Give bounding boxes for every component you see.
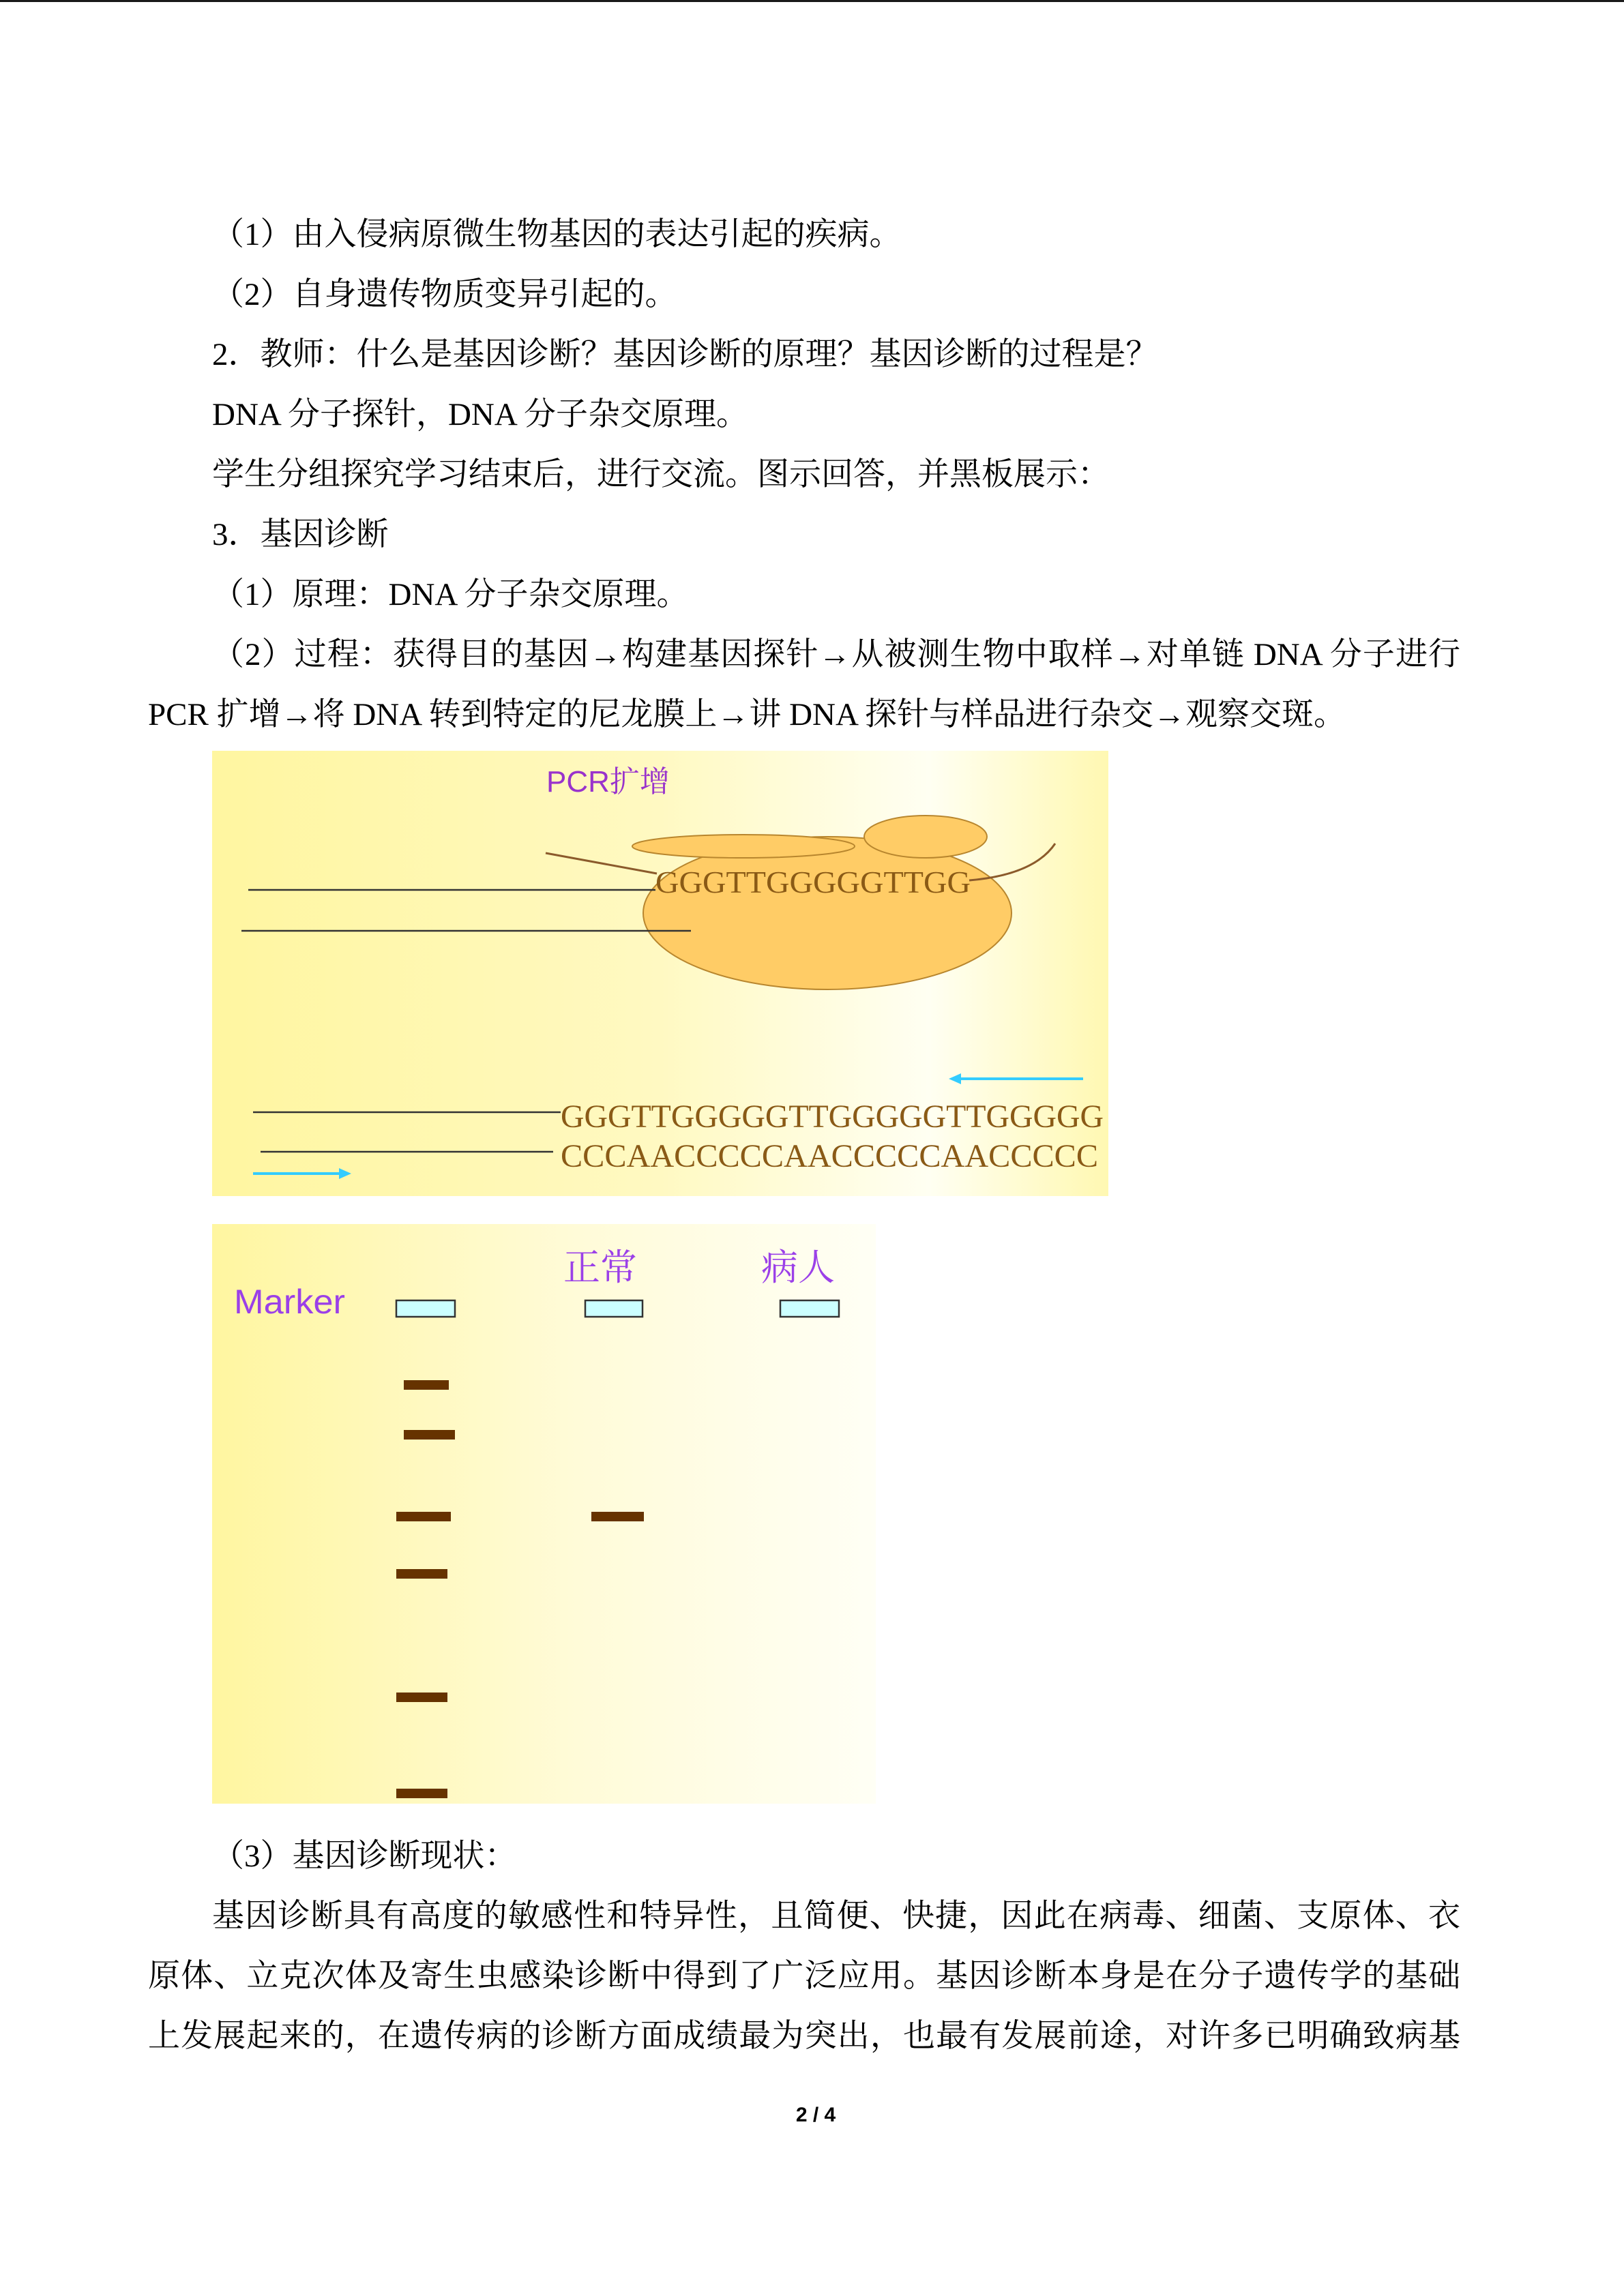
section-heading: 3．基因诊断 [212, 517, 389, 552]
marker-band [404, 1430, 455, 1440]
body-text-upper [148, 205, 1460, 745]
marker-band [396, 1569, 447, 1579]
polymerase-round-subunit [864, 816, 987, 858]
polymerase-body [643, 837, 1012, 989]
sample-well-normal [585, 1300, 643, 1317]
product-sequence-upper: GGGTTGGGGGTTGGGGGTTGGGGG [561, 1099, 1104, 1135]
body-line: 原体、立克次体及寄生虫感染诊断中得到了广泛应用。基因诊断本身是在分子遗传学的基础 [148, 1958, 1460, 1994]
marker-band [396, 1789, 447, 1798]
body-line: （1）由入侵病原微生物基因的表达引起的疾病。 [212, 217, 902, 252]
marker-band [404, 1380, 449, 1390]
body-line: 2．教师：什么是基因诊断？基因诊断的原理？基因诊断的过程是？ [212, 337, 1158, 372]
body-line: 学生分组探究学习结束后，进行交流。图示回答，并黑板展示： [212, 457, 1110, 492]
polymerase-flat-subunit [632, 835, 855, 858]
pcr-diagram [212, 751, 1108, 1196]
body-line: 基因诊断具有高度的敏感性和特异性，且简便、快捷，因此在病毒、细菌、支原体、衣 [212, 1898, 1460, 1934]
body-line: （1）原理：DNA 分子杂交原理。 [212, 577, 689, 612]
page-top-rule [0, 0, 1624, 2]
sample-well-patient [780, 1300, 839, 1317]
subsection-heading: （3）基因诊断现状： [212, 1838, 517, 1874]
product-sequence-lower: CCCAACCCCCAACCCCCAACCCCC [561, 1138, 1098, 1174]
gel-diagram [212, 1224, 876, 1804]
body-line: 上发展起来的，在遗传病的诊断方面成绩最为突出，也最有发展前途，对许多已明确致病基 [148, 2018, 1460, 2054]
page-number: 2 / 4 [795, 2104, 836, 2126]
pcr-figure [212, 751, 1108, 1196]
normal-sample-band [591, 1512, 644, 1521]
gel-figure [212, 1224, 876, 1804]
marker-band [396, 1693, 447, 1702]
lane-label-normal: 正常 [563, 1247, 637, 1288]
sample-well-marker [396, 1300, 455, 1317]
probe-sequence: GGGTTGGGGGTTGG [655, 865, 971, 899]
pcr-title: PCR扩增 [546, 765, 670, 799]
body-line: DNA 分子探针，DNA 分子杂交原理。 [212, 397, 748, 432]
body-line: （2）自身遗传物质变异引起的。 [212, 277, 677, 312]
lane-label-patient: 病人 [761, 1247, 835, 1288]
body-line: （2）过程：获得目的基因→构建基因探针→从被测生物中取样→对单链 DNA 分子进行 [212, 637, 1460, 672]
body-text-lower [148, 1826, 1460, 2066]
body-line: PCR 扩增→将 DNA 转到特定的尼龙膜上→讲 DNA 探针与样品进行杂交→观察交斑。 [148, 697, 1346, 732]
lane-label-marker: Marker [234, 1283, 345, 1321]
marker-band [396, 1512, 451, 1521]
